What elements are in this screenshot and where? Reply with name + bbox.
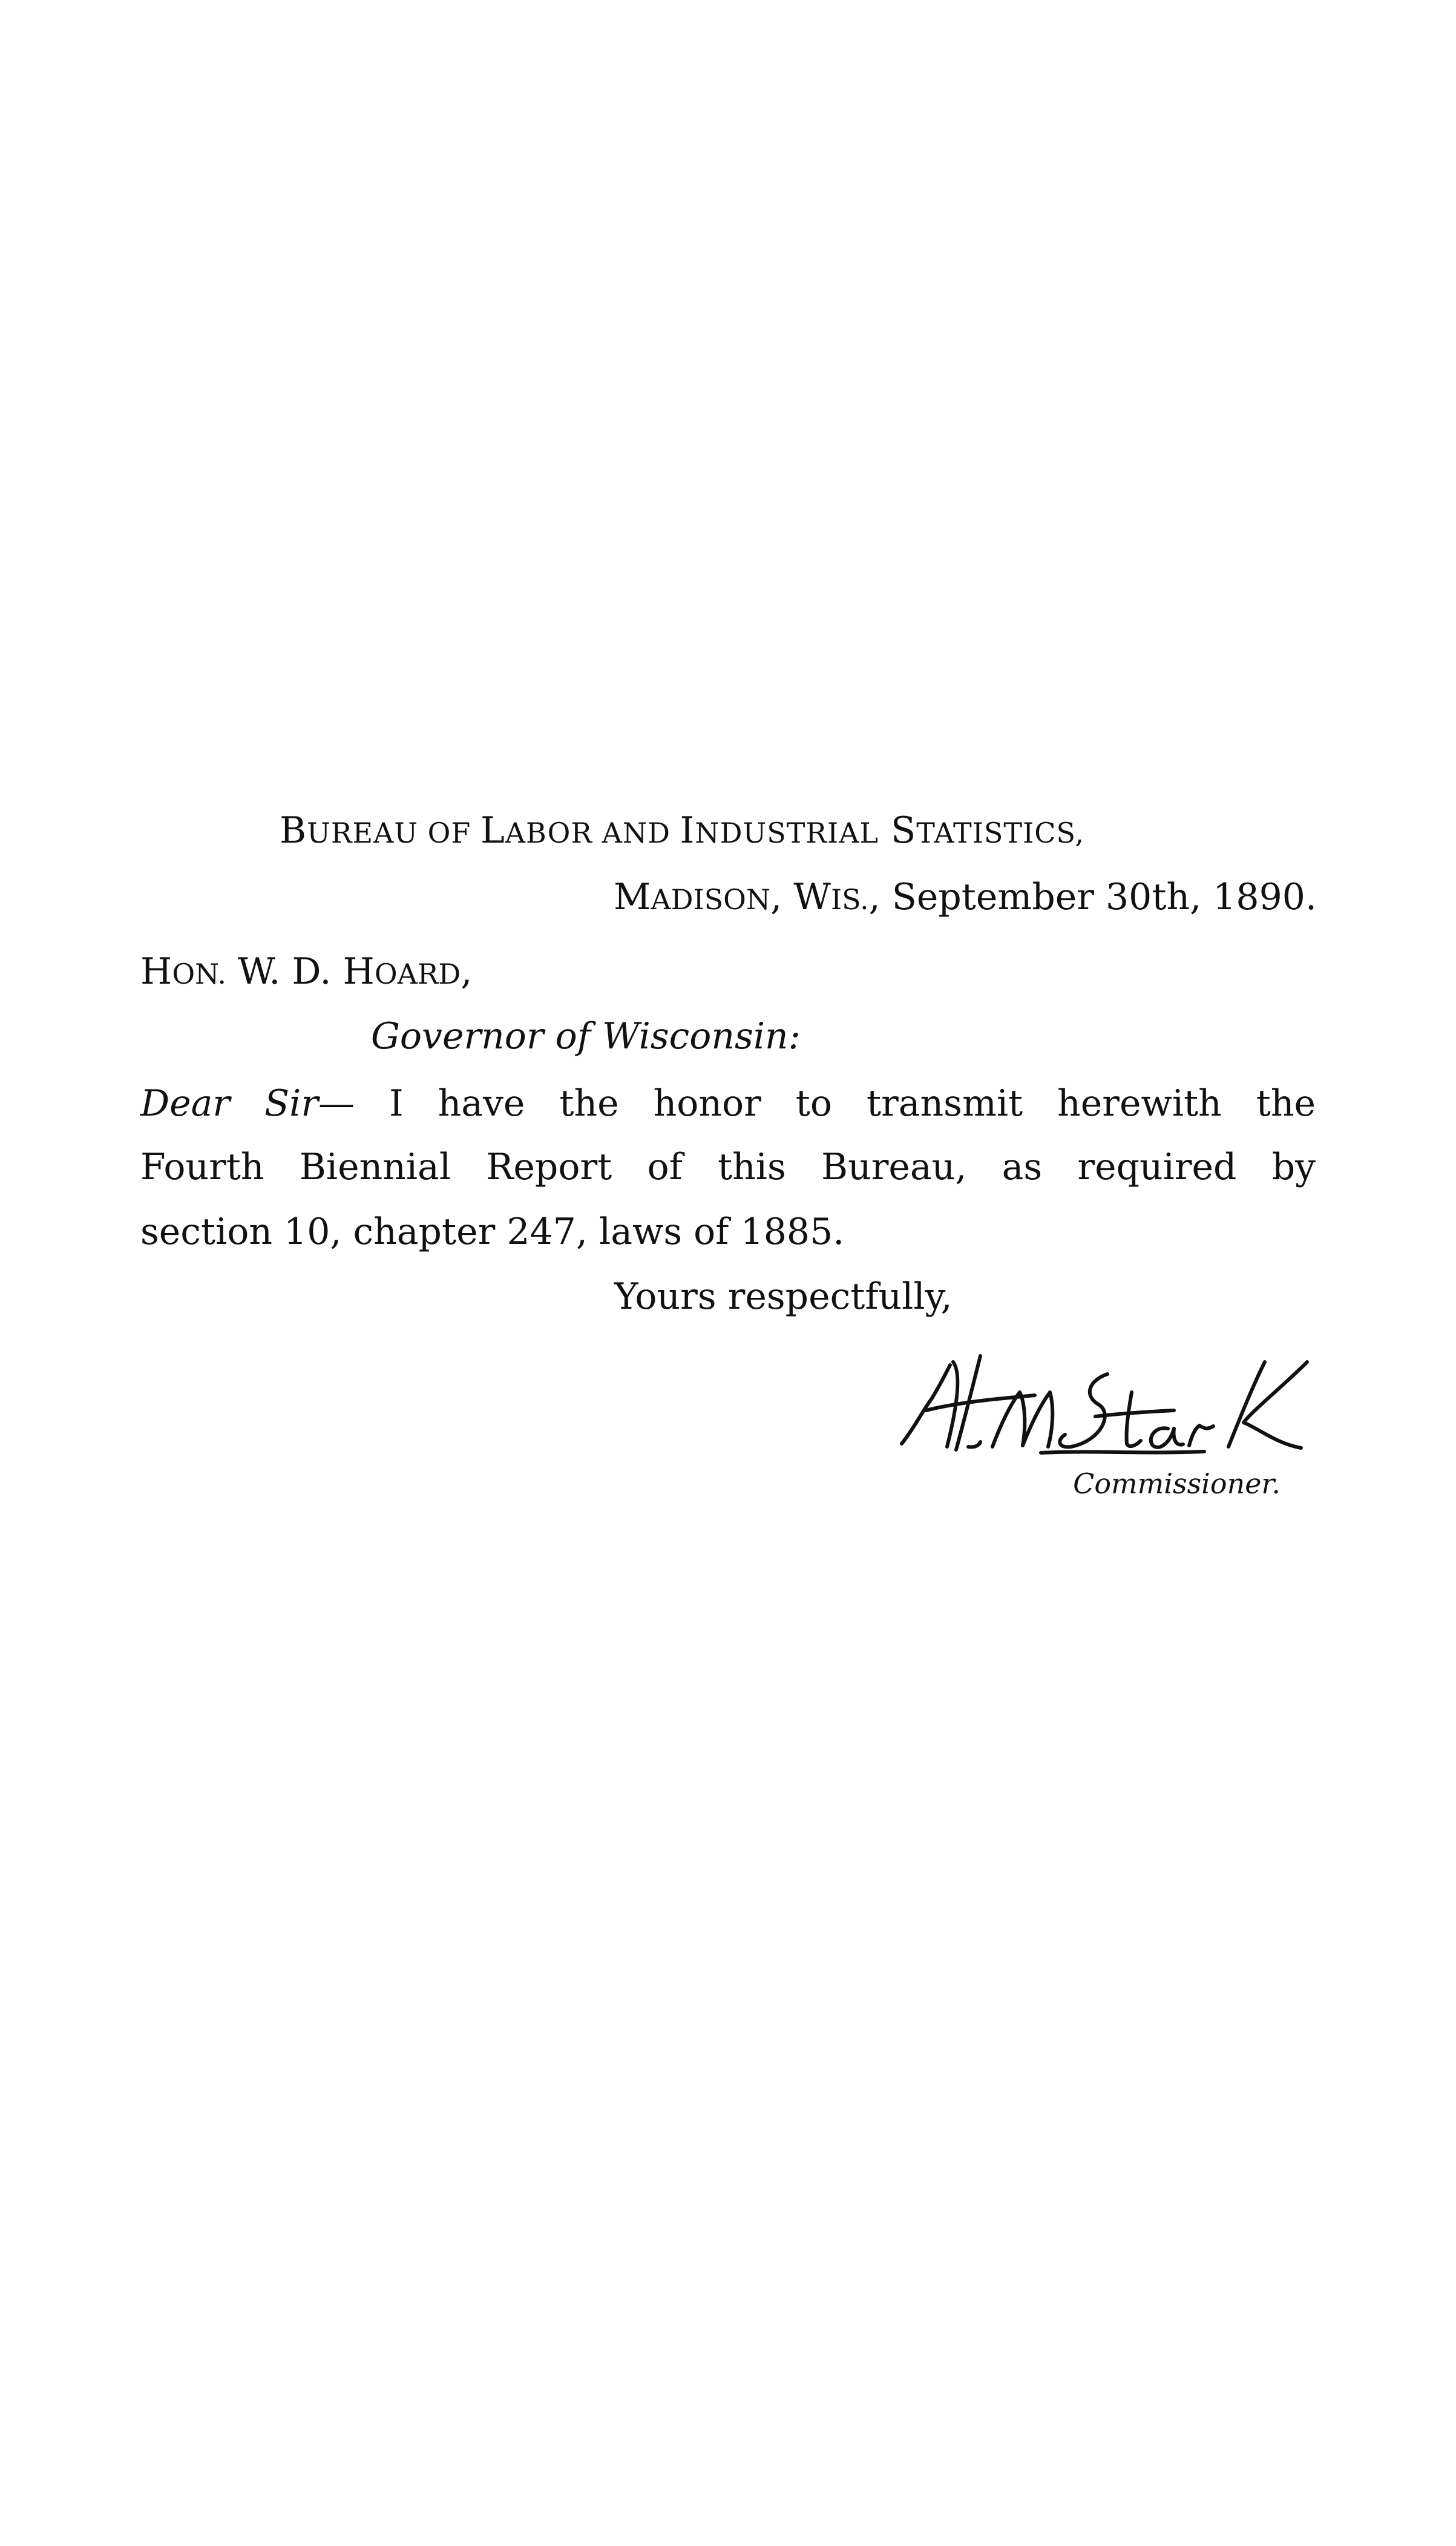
org-part: ABOR — [505, 817, 593, 849]
signature-stroke — [968, 1442, 980, 1447]
surname-rest: OARD — [374, 958, 461, 990]
letter-date: September 30th, 1890. — [891, 876, 1317, 918]
honorific-initial: H — [140, 950, 172, 993]
body-line-1-text: — I have the honor to transmit herewith the — [318, 1082, 1316, 1125]
state-rest: IS. — [830, 883, 869, 916]
signature-stroke — [1060, 1374, 1107, 1447]
separator: , — [770, 876, 794, 918]
signature-stroke — [1151, 1428, 1183, 1447]
org-part: I — [680, 809, 695, 852]
addressee-initials: W. D. — [226, 950, 343, 993]
signature-stroke — [926, 1395, 1035, 1410]
signature — [890, 1338, 1319, 1465]
signature-stroke — [1127, 1392, 1141, 1446]
body-line-2: Fourth Biennial Report of this Bureau, as required by — [140, 1146, 1316, 1188]
signature-stroke — [1095, 1410, 1174, 1416]
org-part: B — [280, 809, 307, 852]
letterhead-place-date — [613, 876, 1317, 918]
signature-drawing — [890, 1338, 1319, 1465]
org-part: UREAU — [307, 817, 419, 849]
salutation: Dear Sir — [140, 1082, 318, 1125]
surname-initial: H — [343, 950, 375, 993]
org-part: S — [879, 809, 917, 852]
separator: , — [461, 950, 473, 993]
city-rest: ADISON — [651, 883, 771, 916]
signature-stroke — [1041, 1452, 1204, 1453]
body-line-1 — [140, 1082, 1316, 1125]
signature-stroke — [1189, 1426, 1213, 1446]
org-part: OF — [418, 817, 480, 849]
org-part: AND — [592, 817, 680, 849]
org-part: NDUSTRIAL — [695, 817, 879, 849]
closing: Yours respectfully, — [614, 1275, 953, 1318]
honorific-rest: ON. — [172, 958, 226, 990]
addressee-name — [140, 950, 473, 993]
signature-stroke — [902, 1365, 950, 1444]
separator: , — [868, 876, 892, 918]
body-line-3: section 10, chapter 247, laws of 1885. — [140, 1211, 845, 1253]
addressee-title: Governor of Wisconsin: — [371, 1015, 801, 1058]
org-part: , — [1075, 817, 1084, 849]
state-initial: W — [793, 876, 831, 918]
city-initial: M — [613, 876, 651, 918]
org-part: L — [480, 809, 505, 852]
letterhead-organization — [280, 809, 1084, 852]
signature-stroke — [1244, 1362, 1307, 1448]
signature-stroke — [1023, 1392, 1052, 1447]
org-part: TATISTICS — [916, 817, 1075, 849]
signatory-role: Commissioner. — [1073, 1467, 1281, 1500]
